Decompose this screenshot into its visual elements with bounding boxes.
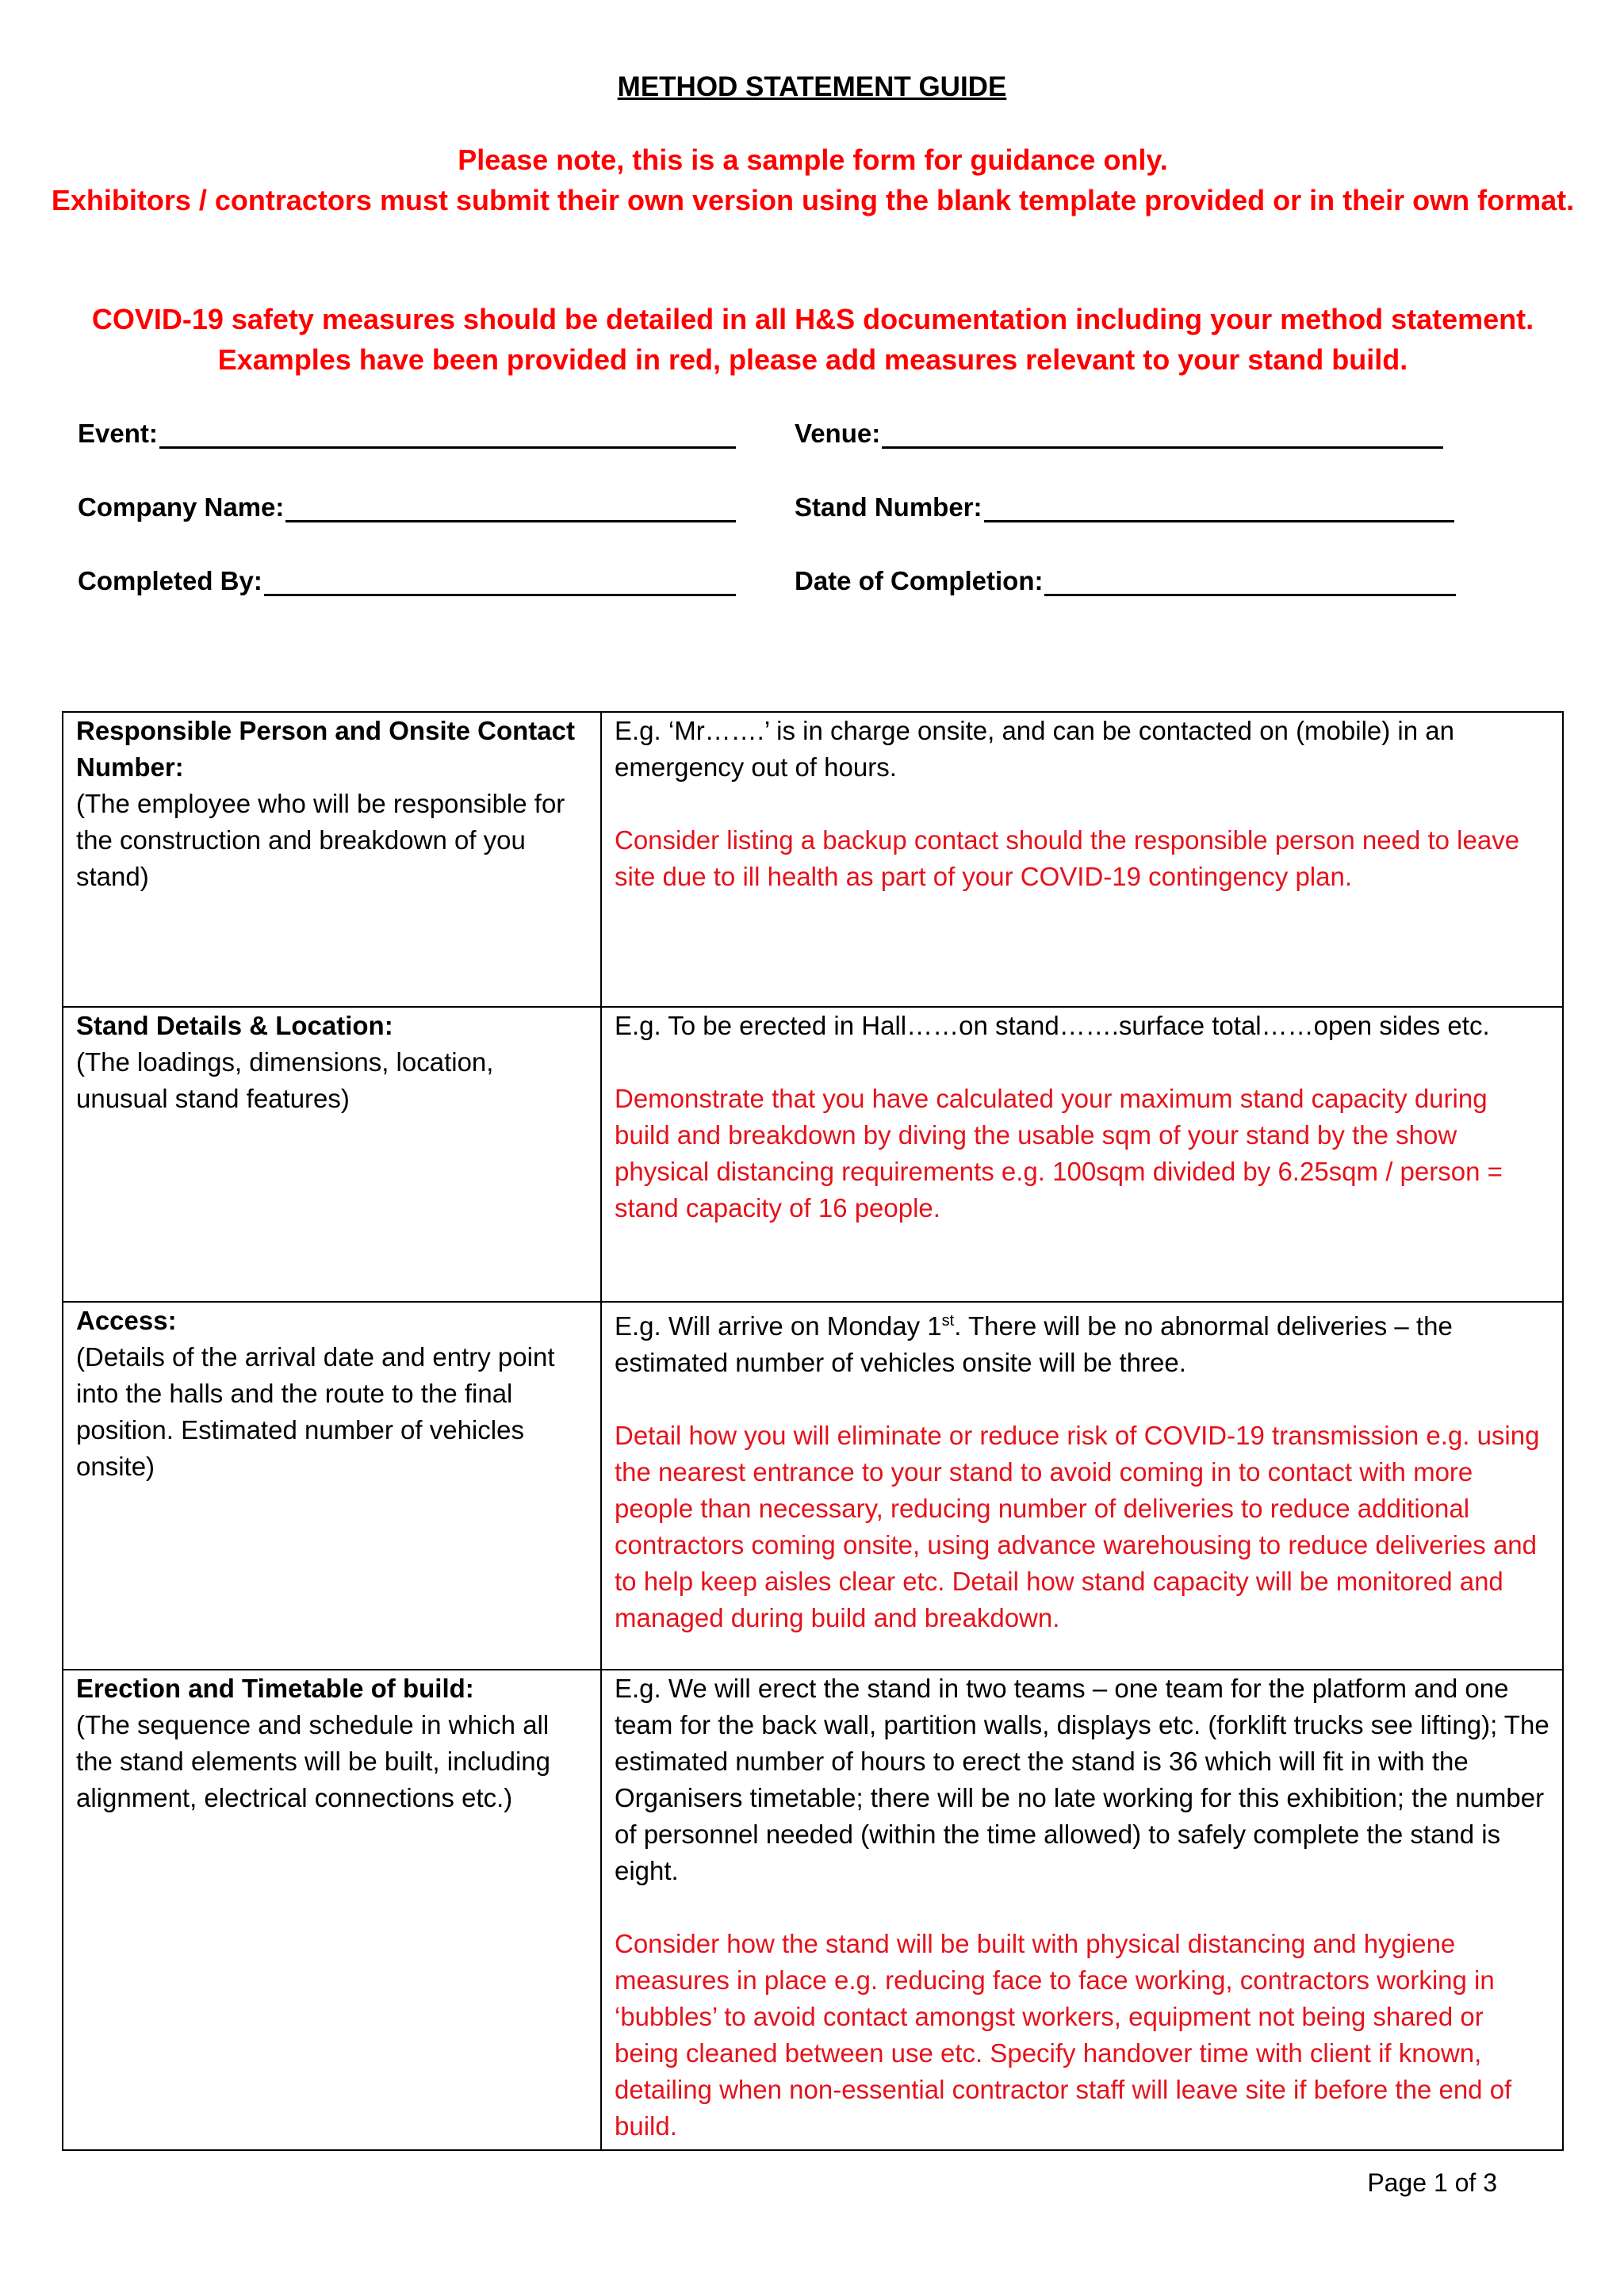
date-of-completion-label: Date of Completion: xyxy=(795,566,1044,595)
company-name-label: Company Name: xyxy=(78,492,285,522)
event-label: Event: xyxy=(78,419,158,448)
page-number: Page 1 of 3 xyxy=(1367,2168,1497,2197)
row-content-cell[interactable] xyxy=(601,1007,1563,1302)
venue-field[interactable] xyxy=(795,414,1443,449)
example-text-end: . There will be no abnormal deliveries – the estimated number of vehicles onsite will be three. xyxy=(615,1311,1453,1377)
row-heading: Responsible Person and Onsite Contact Number: xyxy=(76,716,575,782)
row-content-cell[interactable] xyxy=(601,1670,1563,2150)
row-label-cell xyxy=(63,1302,601,1670)
row-content-cell[interactable] xyxy=(601,1302,1563,1670)
row-description: (The loadings, dimensions, location, unusual stand features) xyxy=(76,1047,494,1113)
notice-line: Please note, this is a sample form for guidance only. xyxy=(458,144,1168,176)
company-name-input-line[interactable] xyxy=(285,495,736,522)
table-row xyxy=(63,1007,1563,1302)
row-label-cell xyxy=(63,712,601,1007)
row-heading: Erection and Timetable of build: xyxy=(76,1674,474,1703)
completed-by-input-line[interactable] xyxy=(264,568,736,596)
date-of-completion-input-line[interactable] xyxy=(1044,568,1456,596)
row-description: (Details of the arrival date and entry point into the halls and the route to the final position. Estimated number of vehicles onsite) xyxy=(76,1342,555,1481)
venue-input-line[interactable] xyxy=(882,421,1443,449)
example-text xyxy=(615,1303,1549,1381)
ordinal-suffix: st xyxy=(941,1312,955,1330)
row-content-cell[interactable] xyxy=(601,712,1563,1007)
covid-guidance-text: Detail how you will eliminate or reduce risk of COVID-19 transmission e.g. using the nearest entrance to your stand to avoid coming in to contact with more people than necessary, reducing number of deliveries to reduce additional contractors coming onsite, using advance warehousing to reduce deliveries and to help keep aisles clear etc. Detail how stand capacity will be monitored and managed during build and breakdown. xyxy=(615,1421,1540,1632)
row-heading: Stand Details & Location: xyxy=(76,1011,393,1040)
covid-guidance-text: Consider how the stand will be built with physical distancing and hygiene measures in place e.g. reducing face to face working, contractors working in ‘bubbles’ to avoid contact amongst workers, equipment not being shared or being cleaned between use etc. Specify handover time with client if known, detailing when non-essential contractor staff will leave site if before the end of build. xyxy=(615,1929,1512,2141)
table-row xyxy=(63,712,1563,1007)
table-row xyxy=(63,1302,1563,1670)
covid-line: COVID-19 safety measures should be detailed in all H&S documentation including your method statement. xyxy=(91,303,1534,335)
row-heading: Access: xyxy=(76,1306,177,1335)
covid-guidance-text: Demonstrate that you have calculated your maximum stand capacity during build and breakdown by diving the usable sqm of your stand by the show physical distancing requirements e.g. 100sqm divided by 6.25sqm / person = stand capacity of 16 people. xyxy=(615,1084,1503,1223)
notice-line: Exhibitors / contractors must submit their own version using the blank template provided or in their own format. xyxy=(51,184,1575,216)
stand-number-field[interactable] xyxy=(795,488,1454,522)
covid-guidance-text: Consider listing a backup contact should the responsible person need to leave site due to ill health as part of your COVID-19 contingency plan. xyxy=(615,825,1520,891)
method-statement-table xyxy=(62,711,1564,2151)
company-name-field[interactable] xyxy=(78,488,736,522)
date-of-completion-field[interactable] xyxy=(795,561,1456,596)
row-label-cell xyxy=(63,1670,601,2150)
completed-by-label: Completed By: xyxy=(78,566,262,595)
covid-notice xyxy=(32,299,1594,380)
row-description: (The employee who will be responsible for the construction and breakdown of you stand) xyxy=(76,789,565,891)
document-title: METHOD STATEMENT GUIDE xyxy=(617,71,1007,102)
completed-by-field[interactable] xyxy=(78,561,736,596)
example-text-start: E.g. Will arrive on Monday 1 xyxy=(615,1311,942,1341)
stand-number-label: Stand Number: xyxy=(795,492,982,522)
example-text: E.g. To be erected in Hall……on stand…….surface total……open sides etc. xyxy=(615,1011,1490,1040)
row-label-cell xyxy=(63,1007,601,1302)
row-description: (The sequence and schedule in which all the stand elements will be built, including alignment, electrical connections etc.) xyxy=(76,1710,551,1812)
sample-form-notice xyxy=(32,140,1594,220)
table-row xyxy=(63,1670,1563,2150)
venue-label: Venue: xyxy=(795,419,881,448)
stand-number-input-line[interactable] xyxy=(984,495,1454,522)
event-input-line[interactable] xyxy=(159,421,736,449)
event-field[interactable] xyxy=(78,414,736,449)
covid-line: Examples have been provided in red, please add measures relevant to your stand build. xyxy=(217,343,1408,376)
example-text: E.g. We will erect the stand in two teams – one team for the platform and one team for the back wall, partition walls, displays etc. (forklift trucks see lifting); The estimated number of hours to erect the stand is 36 which will fit in with the Organisers timetable; there will be no late working for this exhibition; the number of personnel needed (within the time allowed) to safely complete the stand is eight. xyxy=(615,1674,1549,1885)
example-text: E.g. ‘Mr…….’ is in charge onsite, and can be contacted on (mobile) in an emergency out of hours. xyxy=(615,716,1454,782)
